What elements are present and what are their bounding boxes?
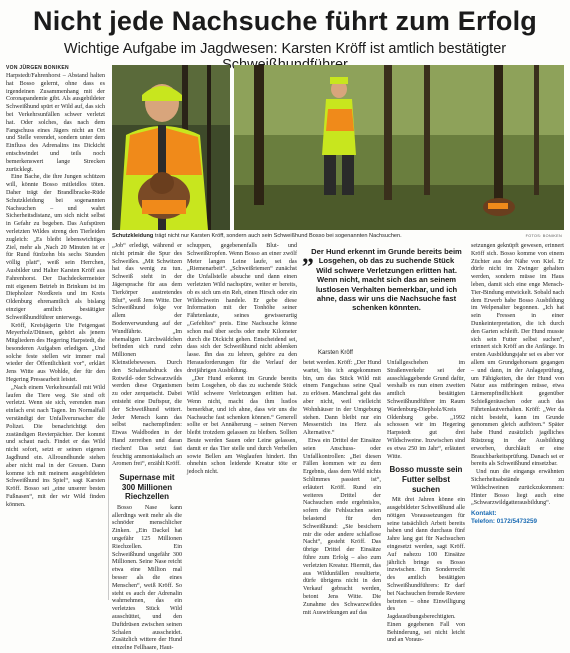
- contact-label: Kontakt:: [471, 510, 497, 518]
- paragraph: „Nach einem Verkehrsunfall mit Wild laufen die Tiere weg. Sie sind oft verletzt. Wenn sie sich, verenden man einfach erst nach Tagen. Im Normalfall verständigt der Unfallverursacher die Polizei. Die benachrichtigt den zuständigen Revierpächter. Der kommt und schaut nach. Findet er das Wild nicht sofort, setzt er seinen eigenen Jagdhund ein. Allroundhunde stehen aber nicht mal in der Greuen. Dann komme ich mit meinem ausgebildeten Schweißhund ins Spiel“, sagt Karsten Kröff. Bosso sei „eine unserer besten Fußnasen“, mit der wir Wild finden können.: [6, 384, 105, 508]
- paragraph: Eine Bache, die ihre Jungen schützen will, könnte Bosso mitleidlos töten. Daher trägt der Brandlbracke-Rüde Schutzkleidung bei sogenannten Nachsuchen – und wahrt Sicherheitsdistanz, um sich nicht selbst in Gefahr zu begeben. Das Aufspüren verletzten Wildes streng den Tierleiden zugleich: „Es bleibt lebenswichtiges Ziel, mehr als ,Nach 20 Minuten ist er für Rund fünfzehn bis sechs Stunden völlig platt“, weiß sein Herrchen, Ausbilder und Halter Karsten Kröff aus Fahrenhorst. Der Dachdeckermeister mit eigenem Betrieb in Brinkum ist im Diepholzer Nordkreis und im Kreis Oldenburg ehrenamtlich als bislang einziger amtlich bestätigter Schweißhundführer unterwegs.: [6, 174, 105, 321]
- article-column-2: [112, 243, 182, 652]
- photo-hunter-in-forest: [234, 65, 564, 230]
- quote-author: Karsten Kröff: [318, 350, 353, 356]
- section-subheading: Supernase mit 300 Millionen Riechzellen: [119, 473, 175, 502]
- contact-box: [471, 510, 564, 526]
- paragraph: Mit drei Jahren könne ein ausgebildeter Schweißhund alle nötigen Voraussetzungen für seine tatsächlich Arbeit bereits haben und dann durchaus fünf Jahre lang gut für Nachsuchen eingesetzt werden, sagt Kröff. Auf nahezu 100 Einsätze jährlich bringe es Bosso inzwischen. Ein Sonderrecht des amtlich bestätigten Schweißhundführers: Er darf bei Nachsuchen fremde Reviere betreten – ohne Einwilligung des Jagdausübungsberechtigten. Einen gegebenen Fall von Behinderung, sei nicht leicht und an Voraus-: [387, 497, 465, 644]
- paragraph: Bosso Nase kann allerdings weit mehr als die schnöder menschlicher Zinken. „Ein Dackel hat ungefähr 125 Millionen Riechzellen. Ein Schweißhund ungefähr 300 Millionen. Seine Nase reicht etwa eine Million mal besser als die eines Menschen“, weiß Kröff. So steht es auch der Adrenalin wahrnehmen, das ein verletztes Stück Wild ausschüttet, und den Duftdrüsen zwischen seinen Schalen ausscheidet. Zusätzlich wittere der Hund einzelne Fellhaare, Haut-: [112, 504, 182, 652]
- photo-credit: FOTOS: BONIKEN: [525, 234, 562, 238]
- paragraph: Unfallgeschehen im Straßenverkehr sei der ausschlaggebende Grund dafür, weshalb es nun einen zweiten amtlich bestätigten Schweißhundführer im Raum Wardenburg-Diepholz/Kreis Oldenburg gebe. „1992 schossen wir im Hegering Harpstedt gut drei Wildschweine. Inzwischen sind es etwa 250 im Jahr“, erläutert Witte.: [387, 360, 465, 460]
- article-column-5: [387, 360, 465, 644]
- paragraph: schuppen, gegebenenfalls Blut- und Schweißtropfen. Wenn Bosso an einer zwölf Meter langen Leine laufe, sei das „Riemenarbeit“. „Schweißriemen“ zunächst die Unfallstelle absuche und dann einen verletzten Wild nachspüre, weiter er bereits, ob es sich um ein Reh, einen Hirsch oder ein Wildschwein handele. Er gebe diese Information mit der Tonhöhe seiner Fährtenlaute, seines gewisserartig „Gefehltes“ preis. Eine Nachsuche könne schon mal über sechs oder mehr Kilometer durch die Dickicht gehen. Entscheidend sei, dass sich der Schweißhund nicht ablenken lasse. Ihn das zu lehren, gehöre zu den Herausforderungen für die Verlauf der dreijährigen Ausbildung.: [187, 243, 297, 374]
- pull-quote: Der Hund erkennt im Grunde bereits beim Losgehen, ob das zu suchende Stück Wild schwere Verletzungen erlitten hat. Wenn nicht, macht sich das an seinem lustlosen Verhalten bemerkbar, und ich ahne, dass wir uns die Nachsuche fast schenken könnten.: [311, 247, 462, 313]
- photo-caption: [112, 233, 562, 239]
- paragraph: „Der Hund erkennt im Grunde bereits beim Losgehen, ob das zu suchende Stück Wild schwere Verletzungen erlitten hat. Wenn nicht, macht das ihm lustlos bemerkbar, und ich ahne, dass wir uns die Nachsuche fast schenken können.“ Generell sollte er bei Annäherung – seinen Nerven bleibt trotzdem gelassen zu bleiben. Sollten Beute werden Sauen oder Leine gelassen, damit er das Tier stelle und durch Verbellen sowie Bellen am Weglaufen hindert. Ihn ohnehin schon leidende Kreatur töte er jedoch nicht.: [187, 375, 297, 476]
- column-divider: [108, 243, 109, 600]
- photo-hunter-with-dog-closeup: [112, 65, 230, 230]
- paragraph: „Job“ erledigt, während er nicht primär die Spur des Schweißes. „Mit Schwitzen hat das wenig zu tun. Schweiß steht in der Jägersprache für aus dem Tierkörper austretendes Blut“, weiß Jens Witte. Der Schweißhund folge vor allem der Bodenverwundung auf der Wundfährte. „Im ehemaligen Lärchwäldchen befinden sich rund zehn Millionen Kleinstlebewesen. Durch den Schalenabdruck des Rotwild- oder Schwarzwilds werden diese Organismen zu oder zerquetscht. Dabei entsteht eine Duftspur, die der Schweißhund wittert. Jeder Mensch kann das selbst nachempfinden: Etwas Waldboden in der Hand zerreiben und daran riechen! Das setzt fast feuchtig ammoniakalisch an Aromen frei“, erzählt Kröff.: [112, 243, 182, 468]
- paragraph: setzungen geknüpft gewesen, erinnert Kröff sich. Bosso komme von einem Züchter aus der Nähe von Kiel. Er dürfe nicht im Zwinger gehalten werden, sondern müsse im Haus leben, damit sich eine enge Mensch-Tier-Bindung entwickelt. Sobald nach dem Erwerb habe Bosso Ausbildung im Welpenalter begonnen. „Ich hat sein Fressen in einer Dunkeinterpretation, die ich durch den Garten schleift. Der Hund musste sich sein Futter selbst suchen“, erinnert sich Kröff an die Anfänge. In ersten Ausbildungsjahr sei es aber vor allem um Grundgehorsam gegangen – und dann, in der Anlageprüfung, um Fähigkeiten, die der Hund von Natur aus mitbringen müsse, etwa Lärmempfindlichkeit gegenüber Schießgeräuschen oder auch das Fährtenlautverhalten. Kröff: „Wer da nicht besteht, kann im Grunde genommen gleich aufhören.“ Später habe Hund zusätzlich jagdliches Rüstzeug in der Ausbildung erworben, durchläuft er eine Brauchbarkeitsprüfung. Danach sei er bereits als Schweißhund einsetzbar.: [471, 243, 564, 468]
- paragraph: Etwa ein Drittel der Einsätze seien Anschuss- oder Unfallkontrollen: „Bei diesen Fällen kommen wir zu dem Ergebnis, dass dem Wild nichts Schlimmes passiert ist“, erläutert Kröff. Rund ein weiteres Drittel der Nachsuchen ende ergebnislos, sofern die Fehlsuchen seien belastend für den Schweißhund: „Sie besichern mir die oder andere schlaflose Nacht“, gesteht Kröff. Das übrige Drittel der Einsätze führe zum Erfolg – also zum verletzten Kreatur. Hiermit, das aus Wildunfällen resultierte, dürfe übrigens nicht in den Verkauf gebracht werden, betont Jens Witte. Die Zunahme des Schwarzwildes mit Auswirkungen auf das: [303, 437, 381, 616]
- article-column-3: [187, 243, 297, 600]
- section-subheading: Bosso musste sein Futter selbst suchen: [389, 465, 463, 494]
- byline: VON JÜRGEN BONIKEN: [6, 65, 69, 71]
- paragraph: Harpstedt/Fahrenhorst – Abstand halten hat Bosso gelernt, ohne dass es irgendeinen Zusammenhang mit der Coronapandemie gibt. Als ausgebildeter Schweißhund spürt er Wild auf, das sich bei Verkehrsunfällen schwer verletzt hat. Oder solches, das nach dem Fangschuss eines Jägers nicht an Ort und Stelle verendet, sondern unter dem Einfluss des Adrenalins ins Dickicht entschwindet und teils noch bemerkenswert lange Strecken zurücklegt.: [6, 73, 105, 173]
- article-column-1: [6, 73, 105, 600]
- caption-text: trägt nicht nur Karsten Kröff, sondern auch sein Schweißhund Bosso bei sogenannten Nachsuchen.: [154, 233, 402, 239]
- subheadline: Wichtige Aufgabe im Jagdwesen: Karsten Kröff ist amtlich bestätigter: [63, 41, 507, 57]
- contact-phone: Telefon: 0172/5473259: [471, 517, 538, 525]
- paragraph: Und nun die eingangs erwähnten Sicherheitsabstände zu Wildschweinen zurückzukommen: Hinter Bosso liegt auch eine „Schwarzwildgatterausbildung“.: [471, 469, 564, 507]
- caption-lead: Schutzkleidung: [112, 233, 154, 239]
- article-column-4: [303, 360, 381, 616]
- headline: Nicht jede Nachsuche führt zum Erfolg: [33, 6, 537, 36]
- paragraph: Kröff, Kreisjägerin Ute Feigengast Meyerholz/Dünsen, gehört als jenem Mitgliedern des Hegering Harpstedt, die besonderen Aufgaben erledigen. „Und solche feste stellen wir immer mal wieder der Öffentlichkeit vor“, erklärt Jens Witte aus Wohlde, der für den Hegering Pressearbeit leistet.: [6, 322, 105, 384]
- quote-mark: „: [302, 242, 314, 268]
- article-column-6: [471, 243, 564, 600]
- paragraph: betet werden. Kröff: „Der Hund wartet, bis ich angekommen bin, um das Stück Wild mit einem Fangschuss seine Qual zu erlösen. Manchmal geht das aber nicht, weil vielleicht Wohnhäuser in der Umgebung stehen. Dann bleibt nur ein Messerstich ins Herz als Alternative.“: [303, 360, 381, 437]
